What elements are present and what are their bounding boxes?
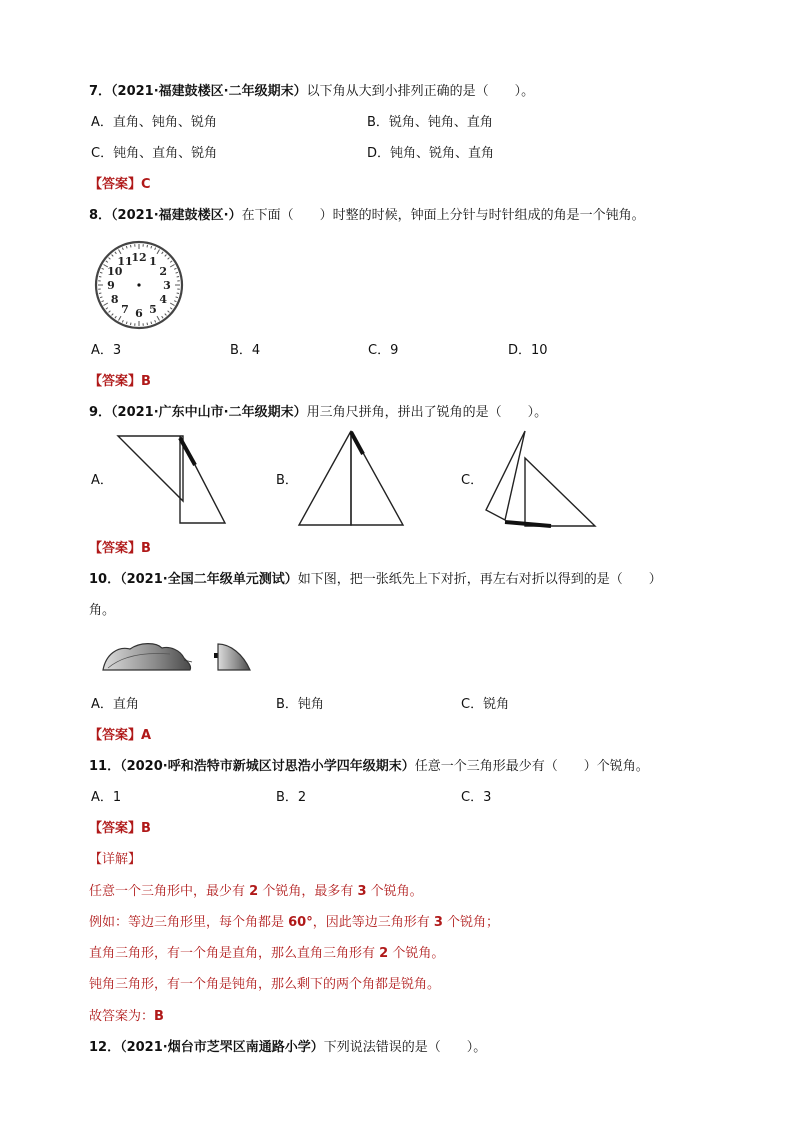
q10-source: （2021·全国二年级单元测试） (120, 572, 298, 587)
answer-value: B (141, 821, 151, 836)
detail-text: ，因此等边三角形有 (312, 915, 434, 930)
clock-tick (99, 276, 101, 277)
q9-number: 9． (89, 405, 112, 420)
clock-tick (109, 258, 111, 260)
clock-tick (103, 303, 107, 306)
detail-label: 【详解】 (89, 852, 142, 867)
set-square-figure-a (115, 433, 230, 528)
clock-tick (162, 316, 163, 318)
clock-tick (151, 322, 152, 324)
clock-numeral: 10 (107, 265, 123, 278)
q7-stem-line (89, 83, 534, 101)
clock-tick (100, 272, 102, 273)
q11-option-a[interactable]: A．1 (91, 790, 122, 805)
detail-text: 直角三角形，有一个角是直角，那么直角三角形有 (89, 946, 380, 961)
clock-tick (112, 314, 114, 316)
answer-value: B (141, 541, 151, 556)
clock-tick (119, 316, 122, 320)
q7-source: （2021·福建鼓楼区·二年级期末） (111, 84, 307, 99)
detail-text: 个锐角。 (388, 946, 445, 961)
conclusion-value: B (154, 1009, 164, 1024)
q9-stem-line (89, 404, 547, 422)
folded-paper-figure (100, 640, 260, 676)
q9-option-a[interactable]: A． (91, 473, 113, 488)
q10-option-b[interactable]: B．钝角 (276, 697, 324, 712)
clock-face-figure (94, 240, 184, 330)
q8-stem: 在下面（ ）时整的时候，钟面上分针与时针组成的角是一个钝角。 (241, 208, 645, 223)
clock-tick (130, 245, 131, 247)
answer-label: 【答案】 (89, 374, 142, 389)
q11-source: （2020·呼和浩特市新城区讨思浩小学四年级期末） (120, 759, 415, 774)
clock-tick (177, 276, 179, 277)
answer-value: C (141, 177, 151, 192)
clock-numeral: 2 (159, 265, 168, 278)
set-square-figure-b (296, 428, 406, 528)
q9-source: （2021·广东中山市·二年级期末） (111, 405, 307, 420)
q12-source: （2021·烟台市芝罘区南通路小学） (120, 1040, 324, 1055)
clock-tick (112, 255, 114, 257)
detail-line-2 (89, 914, 499, 932)
clock-tick (115, 252, 116, 254)
clock-tick (126, 322, 127, 324)
q10-number: 10． (89, 572, 121, 587)
clock-numeral: 4 (159, 293, 168, 306)
clock-tick (147, 245, 148, 247)
q7-stem: 以下角从大到小排列正确的是（ ）。 (306, 84, 535, 99)
clock-tick (165, 314, 167, 316)
clock-tick (157, 249, 160, 253)
detail-text: 个锐角。 (366, 884, 423, 899)
q11-option-c[interactable]: C．3 (461, 790, 492, 805)
clock-tick (115, 316, 116, 318)
q10-stem-line (89, 571, 662, 589)
clock-tick (170, 261, 172, 262)
clock-numeral: 11 (117, 254, 133, 268)
clock-tick (106, 308, 108, 309)
clock-tick (126, 246, 127, 248)
q11-number: 11． (89, 759, 121, 774)
q8-option-a[interactable]: A．3 (91, 343, 122, 358)
clock-numeral: 3 (163, 279, 171, 292)
clock-numeral: 8 (110, 293, 119, 306)
q7-option-b[interactable]: B．锐角、钝角、直角 (367, 115, 493, 130)
q8-option-b[interactable]: B．4 (230, 343, 261, 358)
clock-tick (102, 268, 104, 269)
q11-stem: 任意一个三角形最少有（ ）个锐角。 (414, 759, 649, 774)
clock-tick (170, 303, 174, 306)
q11-option-b[interactable]: B．2 (276, 790, 307, 805)
clock-numeral: 9 (107, 279, 115, 292)
detail-number: 2 (379, 946, 389, 961)
q12-number: 12． (89, 1040, 121, 1055)
q10-stem-continuation: 角。 (89, 603, 116, 618)
q10-stem: 如下图，把一张纸先上下对折，再左右对折以得到的是（ ） (297, 572, 662, 587)
clock-tick (109, 311, 111, 313)
clock-tick (122, 320, 123, 322)
clock-tick (168, 311, 170, 313)
clock-center-dot (137, 283, 140, 286)
clock-tick (99, 293, 101, 294)
detail-line-1 (89, 883, 423, 901)
q10-option-c[interactable]: C．锐角 (461, 697, 510, 712)
clock-tick (170, 265, 174, 268)
clock-tick (165, 255, 167, 257)
conclusion-label: 故答案为： (89, 1009, 155, 1024)
q9-option-c[interactable]: C． (461, 473, 484, 488)
clock-numeral: 6 (135, 307, 143, 320)
detail-number: 3 (357, 884, 367, 899)
detail-conclusion (89, 1008, 164, 1026)
answer-value: B (141, 374, 151, 389)
clock-numeral: 1 (149, 254, 157, 268)
detail-number: 60° (288, 915, 313, 930)
q9-answer (89, 540, 151, 558)
q10-answer (89, 727, 151, 745)
q7-option-d[interactable]: D．钝角、锐角、直角 (367, 146, 495, 161)
detail-line-4 (89, 976, 440, 994)
q11-stem-line (89, 758, 649, 776)
detail-number: 3 (433, 915, 443, 930)
detail-text: 钝角三角形，有一个角是钝角，那么剩下的两个角都是锐角。 (89, 977, 441, 992)
q8-source: （2021·福建鼓楼区·） (111, 208, 242, 223)
clock-tick (157, 316, 160, 320)
q10-option-a[interactable]: A．直角 (91, 697, 139, 712)
q11-answer (89, 820, 151, 838)
clock-tick (162, 252, 163, 254)
q7-number: 7． (89, 84, 112, 99)
clock-tick (151, 246, 152, 248)
clock-tick (147, 323, 148, 325)
detail-text: 个锐角； (442, 915, 500, 930)
q12-stem: 下列说法错误的是（ ）。 (323, 1040, 487, 1055)
answer-label: 【答案】 (89, 728, 142, 743)
detail-text: 例如：等边三角形里，每个角都是 (89, 915, 289, 930)
detail-number: 2 (249, 884, 259, 899)
clock-tick (168, 258, 170, 260)
q7-answer (89, 176, 151, 194)
set-square-figure-c (483, 428, 598, 533)
q7-option-a[interactable]: A．直角、钝角、锐角 (91, 115, 217, 130)
answer-label: 【答案】 (89, 541, 142, 556)
clock-tick (102, 301, 104, 302)
detail-text: 任意一个三角形中，最少有 (89, 884, 250, 899)
q8-option-d[interactable]: D．10 (508, 343, 548, 358)
clock-tick (174, 268, 176, 269)
detail-line-3 (89, 945, 444, 963)
clock-tick (155, 248, 156, 250)
clock-numeral: 5 (149, 303, 157, 317)
clock-tick (122, 248, 123, 250)
answer-label: 【答案】 (89, 821, 142, 836)
clock-tick (176, 272, 178, 273)
clock-tick (174, 301, 176, 302)
q8-number: 8． (89, 208, 112, 223)
q8-option-c[interactable]: C．9 (368, 343, 399, 358)
clock-tick (106, 261, 108, 262)
q9-stem: 用三角尺拼角，拼出了锐角的是（ ）。 (306, 405, 548, 420)
clock-tick (119, 249, 122, 253)
q7-option-c[interactable]: C．钝角、直角、锐角 (91, 146, 218, 161)
clock-tick (170, 308, 172, 309)
answer-label: 【答案】 (89, 177, 142, 192)
clock-tick (176, 297, 178, 298)
clock-tick (130, 323, 131, 325)
answer-value: A (141, 728, 152, 743)
clock-tick (177, 293, 179, 294)
q9-option-b[interactable]: B． (276, 473, 298, 488)
detail-text: 个锐角，最多有 (258, 884, 358, 899)
clock-tick (100, 297, 102, 298)
q12-stem-line (89, 1039, 486, 1057)
clock-numeral: 12 (131, 251, 147, 264)
q8-stem-line (89, 207, 645, 225)
clock-tick (155, 320, 156, 322)
q8-answer (89, 373, 151, 391)
clock-numeral: 7 (121, 303, 129, 317)
